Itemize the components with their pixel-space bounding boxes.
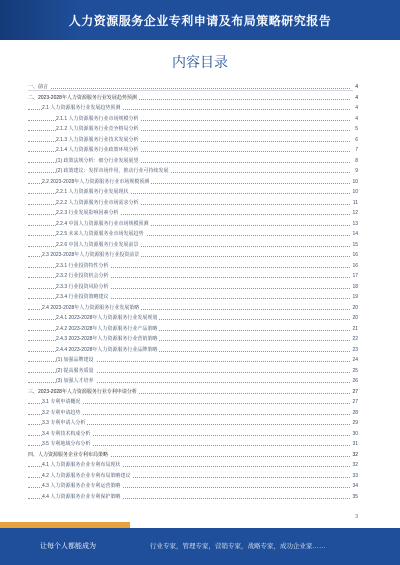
toc-entry[interactable] (28, 376, 358, 387)
toc-entry-page: 5 (353, 124, 358, 135)
toc-entry-page: 14 (350, 229, 358, 240)
toc-entry[interactable] (28, 303, 358, 314)
toc-entry-page: 27 (350, 397, 358, 408)
toc-entry-page: 16 (350, 261, 358, 272)
toc-entry-text: 2.1.1 人力资源服务行业市场规模分析 (56, 115, 139, 122)
toc-entry[interactable] (28, 93, 358, 104)
toc-entry-text: 2.1.3 人力资源服务行业技术发展分析 (56, 136, 139, 143)
header-bar (0, 0, 400, 40)
toc-entry-text: 3.3 专利申请人分析 (42, 420, 86, 426)
toc-entry[interactable] (28, 261, 358, 272)
toc-entry[interactable] (28, 471, 358, 482)
toc-heading: 内容目录 (172, 54, 228, 70)
toc-entry-page: 4 (353, 82, 358, 93)
toc-entry[interactable] (28, 292, 358, 303)
toc-entry-page: 32 (350, 450, 358, 461)
toc-entry-text: 2.1 人力资源服务行业发展趋势预测 (42, 105, 121, 111)
toc-entry-text: 二、2023-2028年人力资源服务行业发展趋势预测 (28, 94, 137, 101)
footer-tagline: 行业专家，管理专家，营销专家，战略专家，成功企业家…… (150, 543, 326, 550)
toc-entry-page: 20 (350, 303, 358, 314)
toc-entry[interactable] (28, 240, 358, 251)
toc-entry-text: 4.2 人力资源服务企业专利布局策略建议 (42, 472, 131, 479)
toc-entry[interactable] (28, 355, 358, 366)
toc-entry[interactable] (28, 450, 358, 461)
toc-entry[interactable] (28, 135, 358, 146)
table-of-contents (28, 82, 358, 502)
toc-entry[interactable] (28, 114, 358, 125)
toc-entry-page: 9 (353, 166, 358, 177)
toc-entry-text: 2.3.4 行业投资策略建议 (56, 294, 109, 300)
toc-entry-page: 4 (353, 103, 358, 114)
toc-entry-text: 2.2.4 中国人力资源服务行业市场规模预测 (56, 220, 149, 227)
toc-entry[interactable] (28, 282, 358, 293)
toc-entry[interactable] (28, 229, 358, 240)
toc-entry-text: (2) 政策建议：发挥市场作用，推动行业可持续发展 (56, 168, 169, 174)
toc-entry-text: 4.1 人力资源服务企业专利布局现状 (42, 462, 121, 468)
toc-entry-text: 一、前言 (28, 84, 49, 90)
toc-entry[interactable] (28, 271, 358, 282)
toc-entry[interactable] (28, 82, 358, 93)
toc-entry-text: 2.2.2 人力资源服务行业市场需求分析 (56, 199, 139, 206)
toc-entry[interactable] (28, 145, 358, 156)
footer-slogan: 让每个人都能成为 (40, 543, 96, 550)
toc-entry-page: 18 (350, 282, 358, 293)
toc-entry-page: 10 (350, 187, 358, 198)
toc-entry-page: 19 (350, 292, 358, 303)
toc-entry-text: 3.5 专利地域分布分析 (42, 441, 91, 447)
toc-entry-text: 4.4 人力资源服务企业专利保护策略 (42, 493, 121, 500)
toc-entry-page: 33 (350, 471, 358, 482)
toc-entry-page: 13 (350, 219, 358, 230)
page-number: 3 (355, 514, 358, 520)
toc-entry[interactable] (28, 187, 358, 198)
toc-entry-page: 7 (353, 145, 358, 156)
toc-entry-text: 2.2.1 人力资源服务行业发展现状 (56, 189, 129, 195)
toc-entry[interactable] (28, 208, 358, 219)
toc-entry[interactable] (28, 198, 358, 209)
toc-entry[interactable] (28, 460, 358, 471)
toc-entry-page: 34 (350, 481, 358, 492)
toc-entry-text: (1) 政策法规分析：细分行业发展展望 (56, 157, 139, 164)
toc-entry-text: 2.4.4 2023-2028年人力资源服务行业品牌策略 (56, 346, 158, 353)
toc-entry[interactable] (28, 492, 358, 503)
toc-entry-page: 30 (350, 429, 358, 440)
toc-entry-text: 4.3 人力资源服务企业专利运营策略 (42, 483, 121, 489)
toc-entry-text: 2.2.5 未来人力资源服务业市场发展趋势 (56, 231, 144, 237)
toc-entry-text: 2.3.3 行业投资风险分析 (56, 283, 109, 290)
report-title: 人力资源服务企业专利申请及布局策略研究报告 (68, 14, 332, 28)
toc-entry[interactable] (28, 345, 358, 356)
toc-entry-text: 3.4 专利技术构成分析 (42, 430, 91, 437)
toc-entry[interactable] (28, 219, 358, 230)
toc-entry[interactable] (28, 334, 358, 345)
toc-entry-text: 3.2 专利申请趋势 (42, 409, 81, 416)
toc-entry-page: 23 (350, 345, 358, 356)
toc-entry-page: 17 (350, 271, 358, 282)
toc-entry-page: 12 (350, 208, 358, 219)
toc-entry-page: 4 (353, 114, 358, 125)
toc-entry-text: 三、2023-2028年人力资源服务行业专利申请分析 (28, 388, 137, 395)
toc-entry-page: 31 (350, 439, 358, 450)
toc-entry[interactable] (28, 429, 358, 440)
toc-entry-text: 2.3.2 行业投资机会分析 (56, 273, 109, 279)
toc-entry-page: 4 (353, 93, 358, 104)
toc-entry[interactable] (28, 397, 358, 408)
toc-entry-page: 15 (350, 240, 358, 251)
toc-entry-text: (3) 加强人才培养 (56, 378, 94, 384)
toc-entry-page: 35 (350, 492, 358, 503)
toc-entry-page: 20 (350, 313, 358, 324)
toc-entry[interactable] (28, 366, 358, 377)
toc-entry-page: 29 (350, 418, 358, 429)
toc-entry-text: 2.4.1 2023-2028年人力资源服务行业发展规划 (56, 315, 158, 321)
toc-entry[interactable] (28, 408, 358, 419)
toc-entry-page: 22 (350, 334, 358, 345)
toc-entry-text: 2.2.6 中国人力资源服务行业发展前景 (56, 241, 139, 248)
toc-entry-text: (1) 加强品牌建设 (56, 357, 94, 363)
toc-entry-page: 27 (350, 387, 358, 398)
toc-entry-text: 3.1 专利申请概况 (42, 399, 81, 405)
toc-entry[interactable] (28, 166, 358, 177)
toc-entry[interactable] (28, 124, 358, 135)
toc-entry-text: 2.3.1 行业投资特性分析 (56, 262, 109, 269)
toc-entry[interactable] (28, 324, 358, 335)
toc-entry-page: 11 (351, 198, 358, 209)
toc-entry-page: 24 (350, 355, 358, 366)
toc-entry-text: 2.1.4 人力资源服务行业政策环境分析 (56, 147, 139, 153)
toc-entry-page: 6 (353, 135, 358, 146)
toc-entry[interactable] (28, 439, 358, 450)
toc-entry-text: 四、人力资源服务企业专利布局策略 (28, 451, 109, 458)
toc-entry-page: 28 (350, 408, 358, 419)
toc-entry-text: 2.3 2023-2028年人力资源服务行业投资前景 (42, 252, 140, 258)
toc-entry-page: 8 (353, 156, 358, 167)
toc-entry-page: 10 (350, 177, 358, 188)
toc-entry[interactable] (28, 481, 358, 492)
toc-entry[interactable] (28, 103, 358, 114)
toc-entry-page: 32 (350, 460, 358, 471)
toc-entry[interactable] (28, 313, 358, 324)
toc-entry-text: 2.4.3 2023-2028年人力资源服务行业营销策略 (56, 336, 158, 342)
toc-entry-text: 2.1.2 人力资源服务行业竞争格局分析 (56, 126, 139, 132)
toc-entry[interactable] (28, 156, 358, 167)
toc-entry-text: (2) 提高服务质量 (56, 367, 94, 374)
toc-leader (28, 88, 350, 89)
toc-entry-page: 26 (350, 376, 358, 387)
toc-entry-text: 2.2.3 行业发展影响因素分析 (56, 210, 119, 216)
toc-entry-text: 2.2 2023-2028年人力资源服务行业市场规模预测 (42, 178, 150, 185)
toc-entry-page: 16 (350, 250, 358, 261)
toc-entry[interactable] (28, 418, 358, 429)
toc-entry[interactable] (28, 177, 358, 188)
toc-entry[interactable] (28, 250, 358, 261)
toc-entry-page: 21 (350, 324, 358, 335)
toc-entry-page: 25 (350, 366, 358, 377)
toc-entry-text: 2.4.2 2023-2028年人力资源服务行业产品策略 (56, 325, 158, 332)
toc-entry[interactable] (28, 387, 358, 398)
toc-entry-text: 2.4 2023-2028年人力资源服务行业发展策略 (42, 304, 140, 311)
